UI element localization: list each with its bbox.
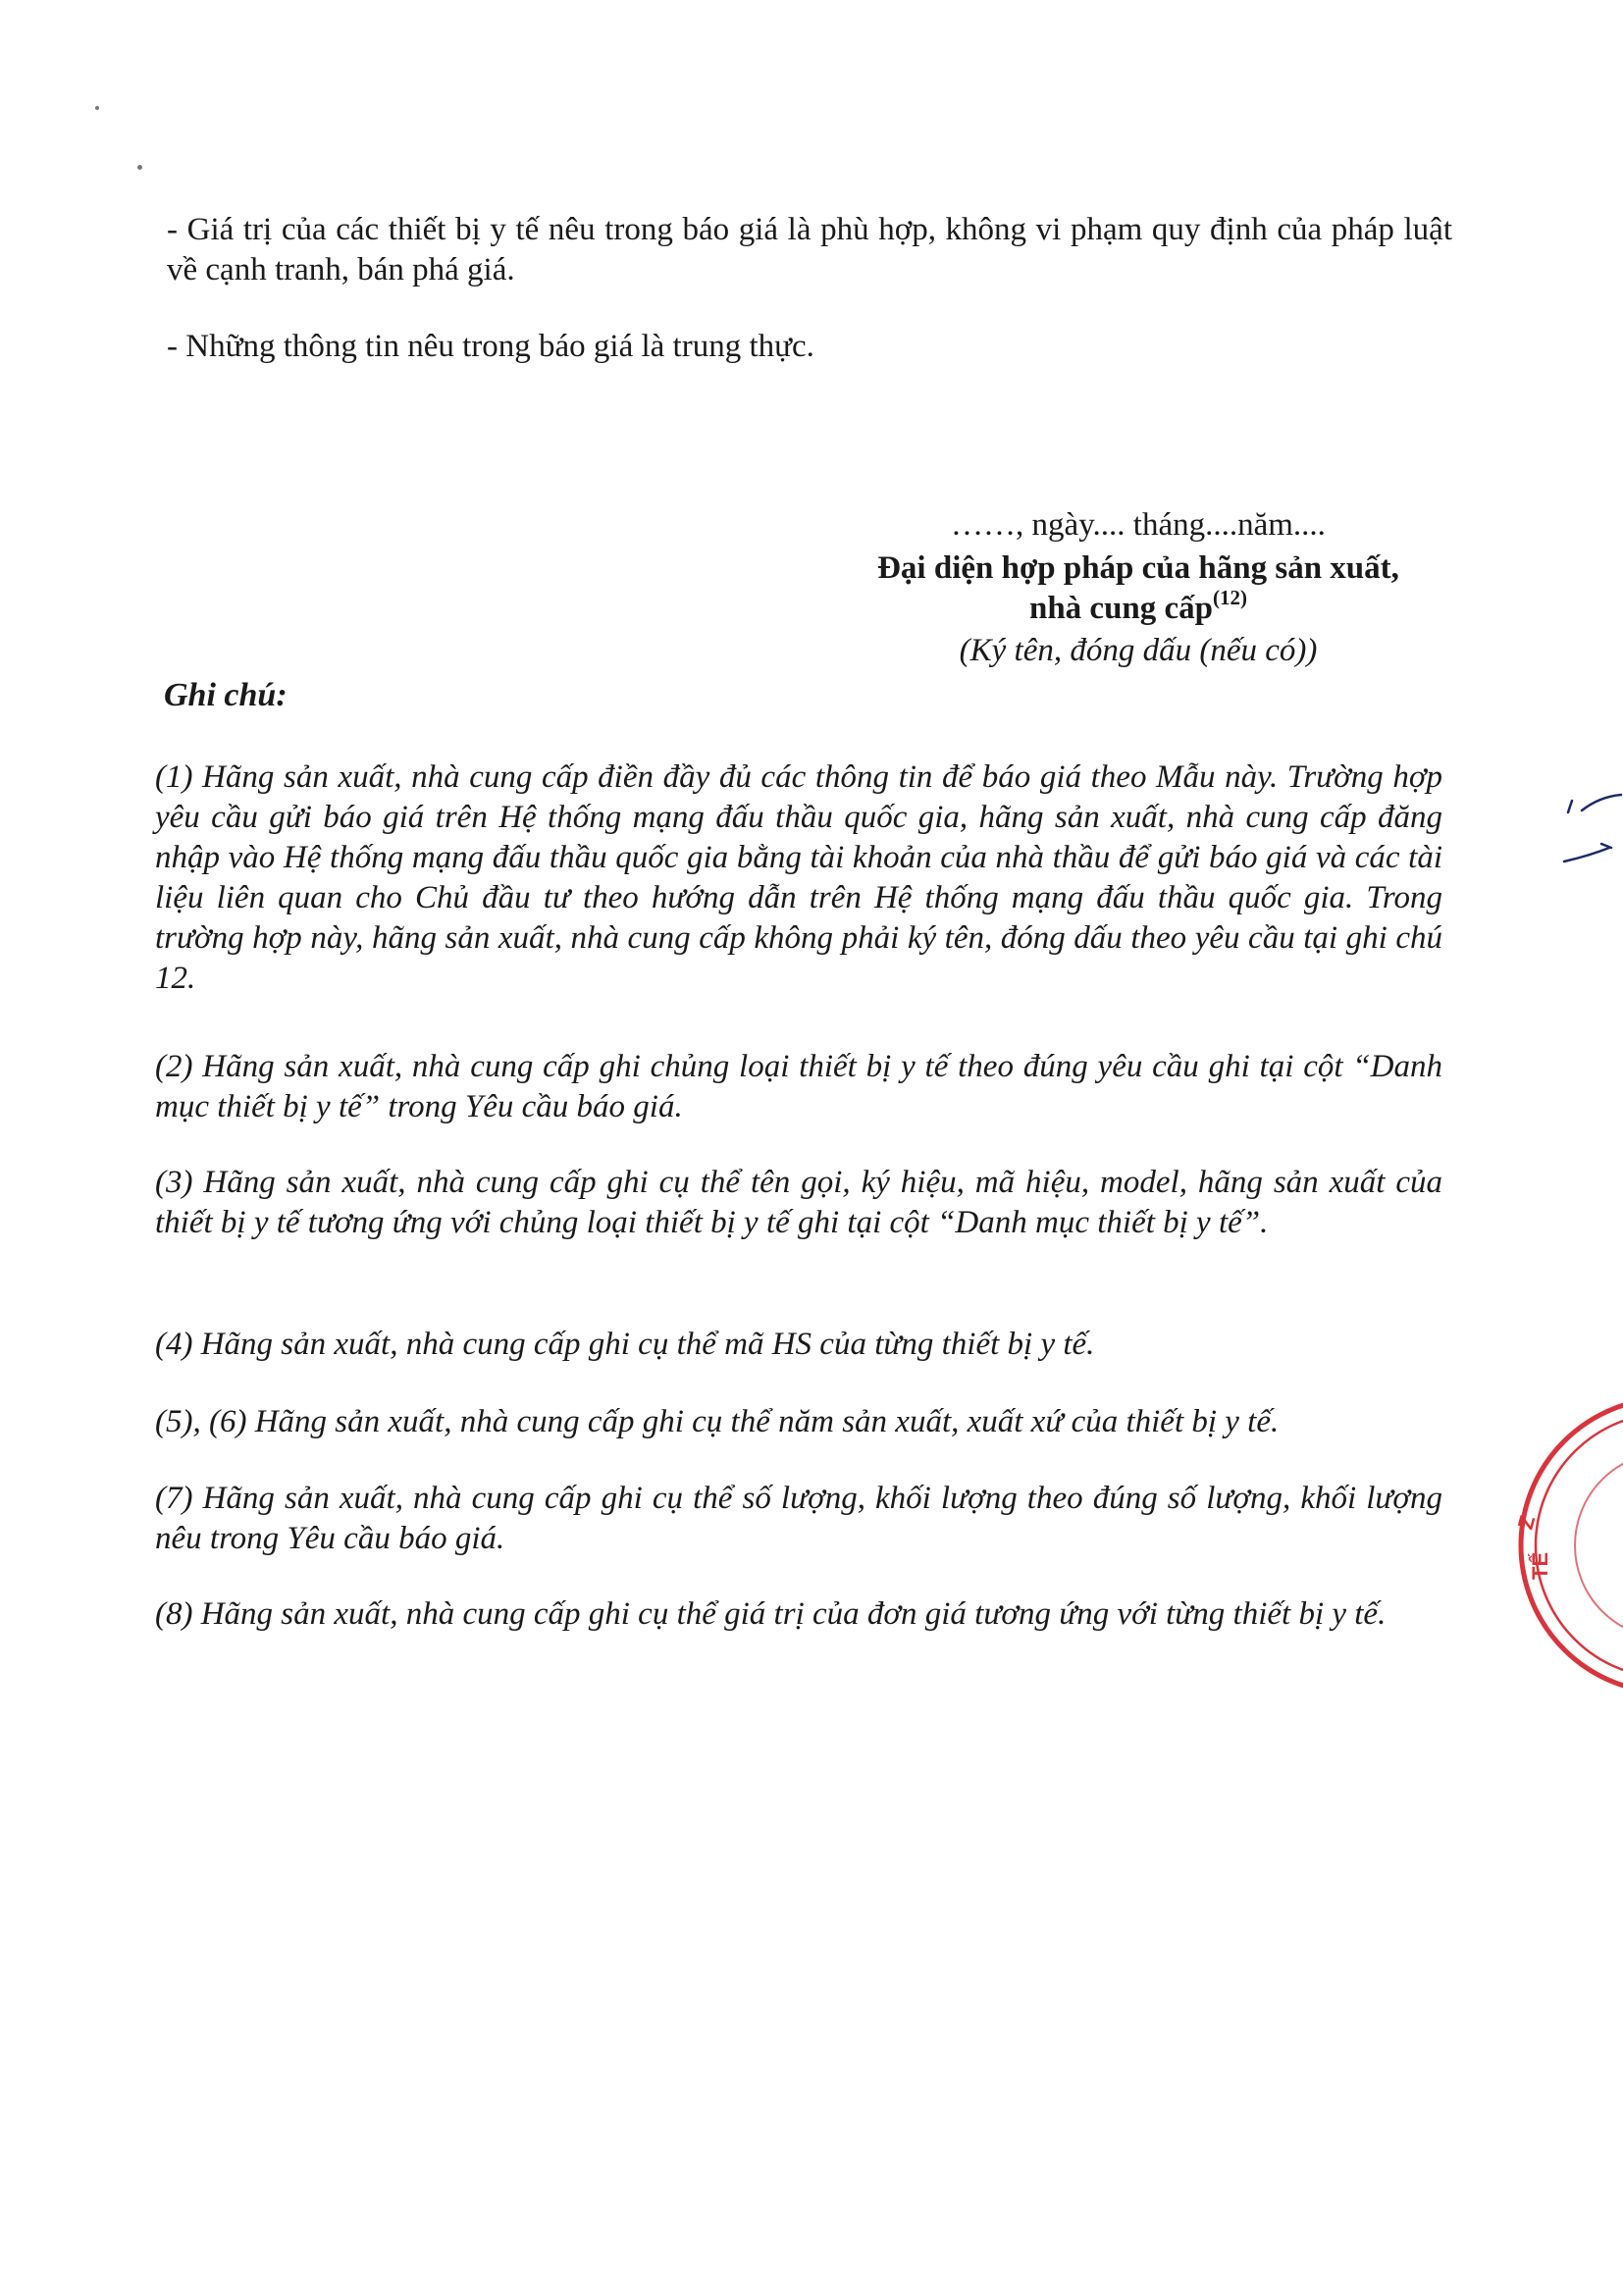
note-item-5: (5), (6) Hãng sản xuất, nhà cung cấp ghi cụ thể năm sản xuất, xuất xứ của thiết bị y tế. (155, 1404, 1280, 1439)
note-item-4: (4) Hãng sản xuất, nhà cung cấp ghi cụ thể mã HS của từng thiết bị y tế. (155, 1327, 1095, 1362)
signature-date: ……, ngày.... tháng....năm.... (951, 507, 1326, 543)
signature-title-line-2-text: nhà cung cấp (1028, 591, 1214, 626)
pen-mark-icon (1560, 785, 1623, 883)
red-seal-icon (1506, 1383, 1623, 1707)
note-item-6: (7) Hãng sản xuất, nhà cung cấp ghi cụ thể số lượng, khối lượng theo đúng số lượng, khối lượng nêu trong Yêu cầu báo giá. (155, 1481, 1442, 1556)
signature-title-line-2 (805, 586, 1472, 629)
note-item-7: (8) Hãng sản xuất, nhà cung cấp ghi cụ thể giá trị của đơn giá tương ứng với từng thiết bị y tế. (155, 1596, 1387, 1632)
signature-title-ref: (12) (1213, 586, 1248, 609)
signature-note: (Ký tên, đóng dấu (nếu có)) (959, 633, 1318, 668)
seal-text-z: Z (1512, 1512, 1541, 1533)
scan-speck (95, 106, 99, 110)
note-item-1: (1) Hãng sản xuất, nhà cung cấp điền đầy đủ các thông tin để báo giá theo Mẫu này. Trường hợp yêu cầu gửi báo giá trên Hệ thống mạng đấu thầu quốc gia, hãng sản xuất, nhà cung cấp đăng nhập vào Hệ thống mạng đấu thầu quốc gia bằng tài khoản của nhà thầu để gửi báo giá và các tài liệu liên quan cho Chủ đầu tư theo hướng dẫn trên Hệ thống mạng đấu thầu quốc gia. Trong trường hợp này, hãng sản xuất, nhà cung cấp không phải ký tên, đóng dấu theo yêu cầu tại ghi chú 12. (155, 759, 1442, 996)
seal-text-te: TẾ (1528, 1551, 1552, 1580)
signature-title (805, 548, 1472, 629)
statement-line-1: - Giá trị của các thiết bị y tế nêu trong báo giá là phù hợp, không vi phạm quy định của pháp luật về cạnh tranh, bán phá giá. (167, 212, 1452, 287)
note-item-2: (2) Hãng sản xuất, nhà cung cấp ghi chủng loại thiết bị y tế theo đúng yêu cầu ghi tại cột “Danh mục thiết bị y tế” trong Yêu cầu báo giá. (155, 1049, 1442, 1124)
scan-speck (137, 165, 142, 170)
notes-heading: Ghi chú: (164, 677, 288, 713)
statement-line-2: - Những thông tin nêu trong báo giá là trung thực. (167, 329, 814, 364)
signature-title-line-1: Đại diện hợp pháp của hãng sản xuất, (877, 550, 1399, 586)
note-item-3: (3) Hãng sản xuất, nhà cung cấp ghi cụ thể tên gọi, ký hiệu, mã hiệu, model, hãng sản xuất của thiết bị y tế tương ứng với chủng loại thiết bị y tế ghi tại cột “Danh mục thiết bị y tế”. (155, 1165, 1442, 1240)
